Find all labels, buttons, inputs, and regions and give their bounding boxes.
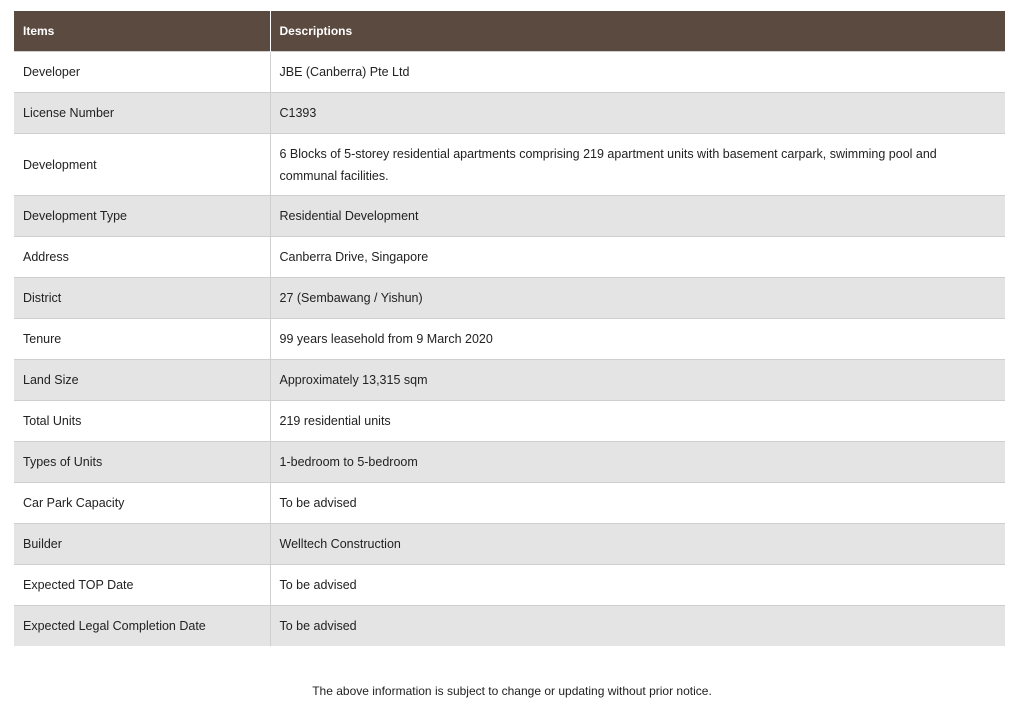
row-item-label: Development xyxy=(14,134,270,196)
row-item-label: District xyxy=(14,278,270,319)
table-row xyxy=(14,319,1005,360)
row-item-label: License Number xyxy=(14,93,270,134)
row-description: Welltech Construction xyxy=(270,524,1005,565)
table-row xyxy=(14,134,1005,196)
row-description: JBE (Canberra) Pte Ltd xyxy=(270,52,1005,93)
row-description: Canberra Drive, Singapore xyxy=(270,237,1005,278)
table-header-row xyxy=(14,11,1005,52)
table-row xyxy=(14,196,1005,237)
row-item-label: Expected Legal Completion Date xyxy=(14,606,270,647)
table-body xyxy=(14,52,1005,647)
table-row xyxy=(14,565,1005,606)
table-row xyxy=(14,52,1005,93)
row-description: To be advised xyxy=(270,606,1005,647)
table-row xyxy=(14,606,1005,647)
project-details-table xyxy=(14,11,1005,646)
table-row xyxy=(14,93,1005,134)
row-item-label: Developer xyxy=(14,52,270,93)
row-description: 1-bedroom to 5-bedroom xyxy=(270,442,1005,483)
table-row xyxy=(14,278,1005,319)
table-row xyxy=(14,401,1005,442)
row-description: 99 years leasehold from 9 March 2020 xyxy=(270,319,1005,360)
row-description: C1393 xyxy=(270,93,1005,134)
column-header-items: Items xyxy=(14,11,270,52)
row-item-label: Tenure xyxy=(14,319,270,360)
column-header-descriptions: Descriptions xyxy=(270,11,1005,52)
row-item-label: Expected TOP Date xyxy=(14,565,270,606)
row-description: To be advised xyxy=(270,483,1005,524)
project-details-table-container xyxy=(14,11,1005,646)
disclaimer-note: The above information is subject to change or updating without prior notice. xyxy=(312,684,712,698)
row-description: Residential Development xyxy=(270,196,1005,237)
row-item-label: Development Type xyxy=(14,196,270,237)
row-item-label: Land Size xyxy=(14,360,270,401)
table-row xyxy=(14,483,1005,524)
table-row xyxy=(14,237,1005,278)
table-row xyxy=(14,360,1005,401)
row-item-label: Builder xyxy=(14,524,270,565)
table-row xyxy=(14,442,1005,483)
row-item-label: Address xyxy=(14,237,270,278)
row-description: Approximately 13,315 sqm xyxy=(270,360,1005,401)
row-description: 27 (Sembawang / Yishun) xyxy=(270,278,1005,319)
row-item-label: Total Units xyxy=(14,401,270,442)
row-description: 219 residential units xyxy=(270,401,1005,442)
table-header xyxy=(14,11,1005,52)
row-item-label: Types of Units xyxy=(14,442,270,483)
row-description: 6 Blocks of 5-storey residential apartments comprising 219 apartment units with basement carpark, swimming pool and communal facilities. xyxy=(270,134,1005,196)
table-row xyxy=(14,524,1005,565)
row-item-label: Car Park Capacity xyxy=(14,483,270,524)
row-description: To be advised xyxy=(270,565,1005,606)
